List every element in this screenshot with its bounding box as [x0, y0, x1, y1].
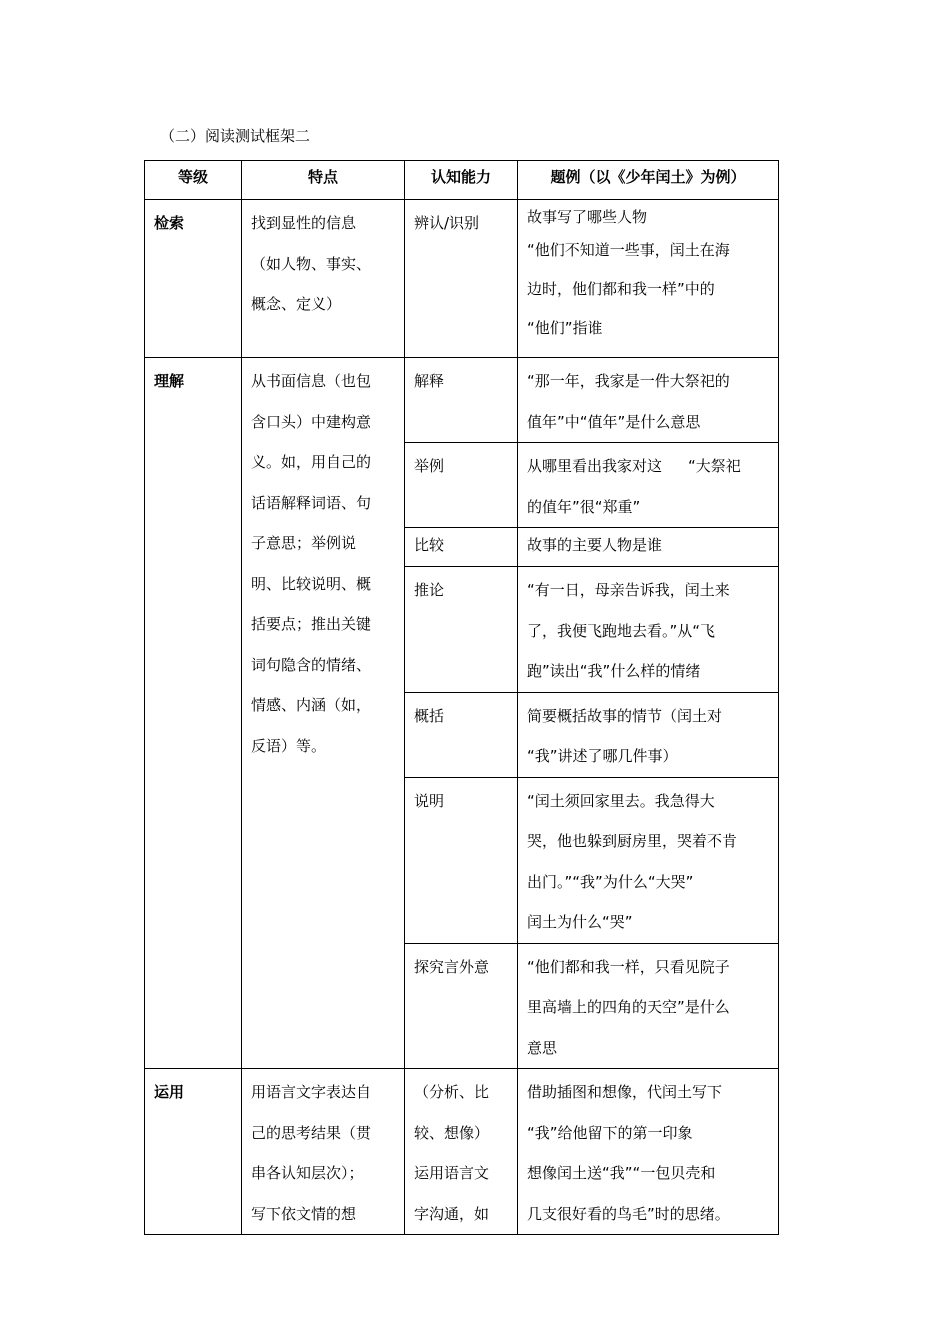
example-line: “闰土须回家里去。我急得大 [527, 791, 715, 810]
header-row [145, 161, 779, 200]
example-line: 哭，他也躲到厨房里，哭着不肯 [527, 832, 738, 850]
feature-line: 串各认知层次）； [251, 1164, 364, 1182]
section-heading: （二）阅读测试框架二 [160, 127, 311, 145]
feature-line: 用语言文字表达自 [251, 1083, 372, 1101]
ability-line: 较、想像） [414, 1123, 490, 1142]
example-cell [518, 1069, 779, 1235]
header-level: 等级 [145, 161, 242, 200]
table-row-understand [145, 358, 779, 443]
example-cell [518, 567, 779, 693]
example-line: 闰土为什么“哭” [527, 913, 633, 931]
feature-line: 找到显性的信息 [251, 214, 357, 232]
feature-cell [242, 358, 405, 1069]
example-line: 故事的主要人物是谁 [527, 536, 663, 554]
ability-cell: 举例 [405, 443, 518, 528]
example-cell [518, 358, 779, 443]
ability-cell: 探究言外意 [405, 943, 518, 1069]
example-line: “他们不知道一些事，闰土在海 [527, 241, 730, 259]
example-line: 简要概括故事的情节（闰土对 [527, 706, 723, 725]
example-line: 出门。”“我”为什么“大哭” [527, 872, 694, 891]
example-line: 几支很好看的鸟毛”时的思绪。 [527, 1204, 730, 1223]
feature-line: 明、比较说明、概 [251, 574, 372, 593]
example-line: “他们”指谁 [527, 319, 603, 337]
feature-line: （如人物、事实、 [251, 254, 372, 273]
header-example: 题例（以《少年闰土》为例） [518, 161, 779, 200]
example-line: “我”讲述了哪几件事） [527, 747, 678, 765]
ability-cell: 推论 [405, 567, 518, 693]
ability-cell: 概括 [405, 692, 518, 777]
table-row-apply [145, 1069, 779, 1235]
level-cell: 理解 [145, 358, 242, 1069]
example-line: 跑”读出“我”什么样的情绪 [527, 662, 701, 680]
ability-line: （分析、比 [414, 1083, 490, 1101]
feature-line: 子意思；举例说 [251, 534, 357, 552]
table-row-retrieve [145, 200, 779, 358]
ability-cell [405, 1069, 518, 1235]
example-cell [518, 692, 779, 777]
example-cell [518, 943, 779, 1069]
ability-line: 字沟通，如 [414, 1204, 490, 1223]
feature-cell [242, 200, 405, 358]
level-cell: 检索 [145, 200, 242, 358]
feature-cell [242, 1069, 405, 1235]
ability-cell: 说明 [405, 777, 518, 943]
ability-line: 运用语言文 [414, 1164, 490, 1182]
feature-line: 己的思考结果（贯 [251, 1123, 372, 1142]
example-segment: “大祭祀 [688, 457, 741, 475]
example-line: 边时，他们都和我一样”中的 [527, 280, 715, 298]
ability-cell: 辨认/识别 [405, 200, 518, 358]
feature-line: 情感、内涵（如， [251, 696, 372, 714]
example-line: “有一日，母亲告诉我，闰土来 [527, 581, 730, 599]
example-line: 的值年”很“郑重” [527, 497, 641, 516]
feature-line: 话语解释词语、句 [251, 493, 372, 512]
header-ability: 认知能力 [405, 161, 518, 200]
reading-test-framework-table [144, 160, 779, 1235]
feature-line: 从书面信息（也包 [251, 372, 372, 390]
feature-line: 括要点；推出关键 [251, 615, 372, 633]
feature-line: 反语）等。 [251, 736, 327, 755]
example-line: 值年”中“值年”是什么意思 [527, 412, 701, 431]
example-segment: 从哪里看出我家对这 [527, 457, 663, 475]
example-line: 了，我便飞跑地去看。”从“飞 [527, 621, 716, 640]
ability-cell: 解释 [405, 358, 518, 443]
example-cell [518, 443, 779, 528]
ability-cell: 比较 [405, 528, 518, 567]
example-line: 想像闰土送“我”“一包贝壳和 [527, 1164, 716, 1182]
header-feature: 特点 [242, 161, 405, 200]
example-line: “那一年，我家是一件大祭祀的 [527, 372, 730, 390]
example-cell [518, 528, 779, 567]
feature-line: 写下依文情的想 [251, 1204, 357, 1223]
example-cell [518, 777, 779, 943]
example-line: “他们都和我一样，只看见院子 [527, 957, 730, 976]
feature-line: 概念、定义） [251, 295, 342, 313]
example-line: “我”给他留下的第一印象 [527, 1123, 693, 1142]
example-line [527, 446, 769, 487]
example-line: 借助插图和想像，代闰土写下 [527, 1083, 723, 1101]
feature-line: 词句隐含的情绪、 [251, 655, 372, 674]
feature-line: 义。如，用自己的 [251, 453, 372, 471]
example-line: 里高墙上的四角的天空”是什么 [527, 998, 730, 1016]
example-line: 故事写了哪些人物 [527, 208, 648, 226]
level-cell: 运用 [145, 1069, 242, 1235]
feature-line: 含口头）中建构意 [251, 412, 372, 431]
example-cell [518, 200, 779, 358]
example-line: 意思 [527, 1038, 558, 1057]
